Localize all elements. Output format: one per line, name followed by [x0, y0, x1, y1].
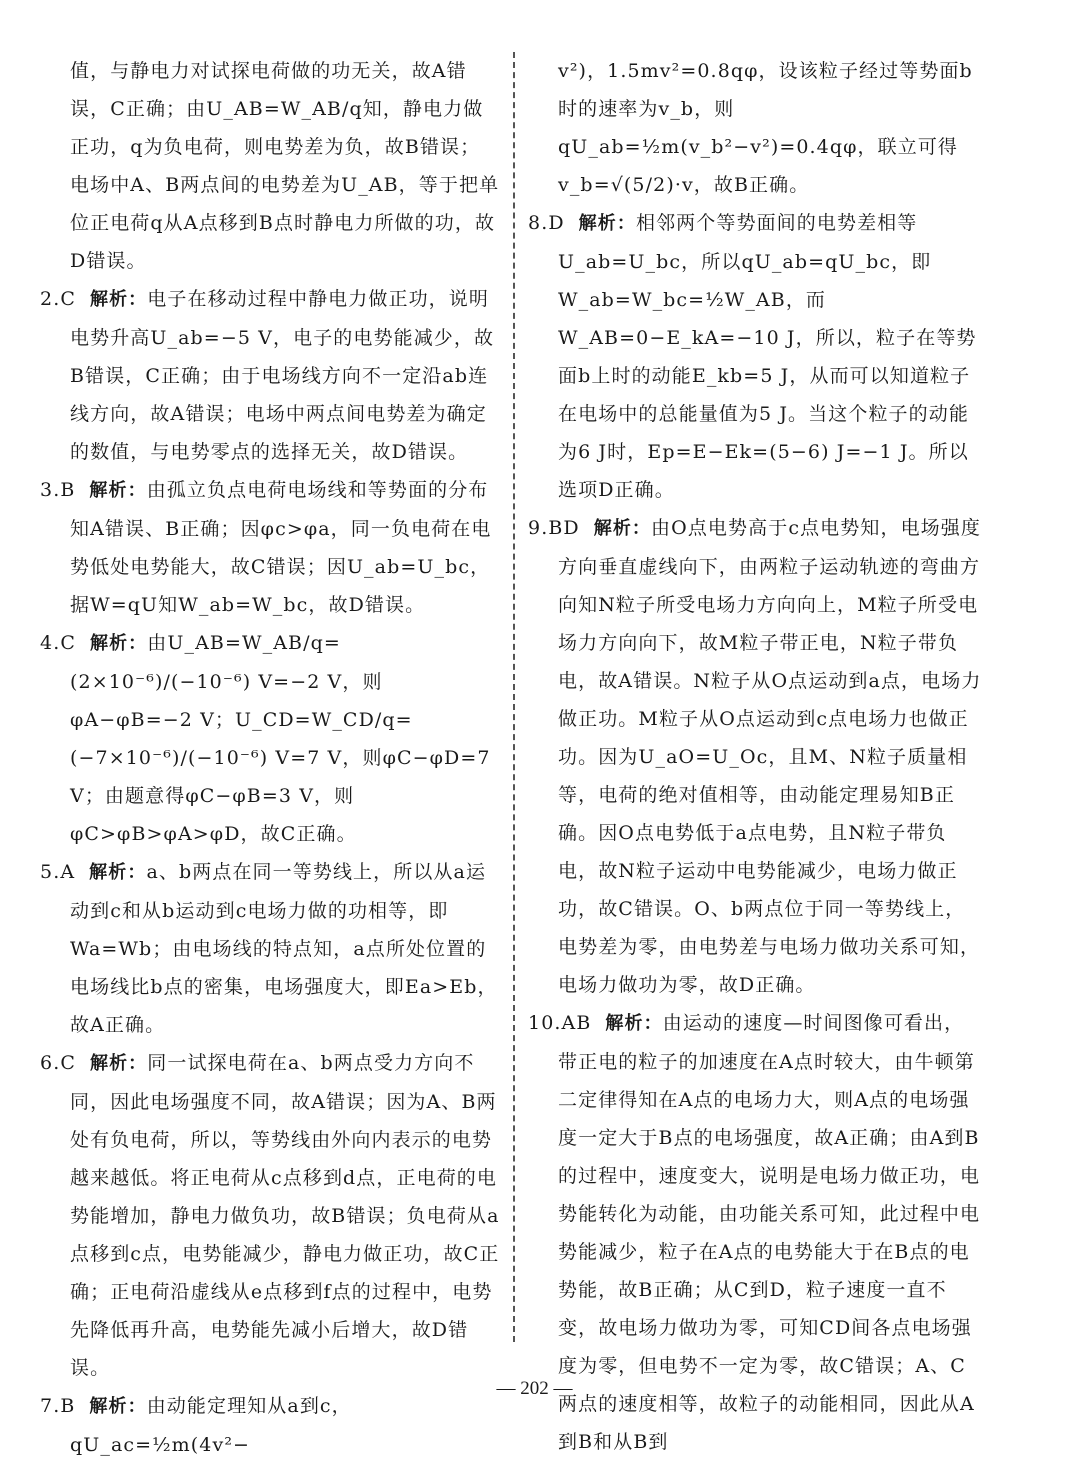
- item-text: 相邻两个等势面间的电势差相等U_ab=U_bc，所以qU_ab=qU_bc，即W_ab=W_bc=½W_AB，而W_AB=0−E_kA=−10 J，所以，粒子在等势面b上时的动能E_kb=5 J，从而可以知道粒子在电场中的总能量值为5 J。当这个粒子的动能为6 J时，Ep=E−Ek=(5−6) J=−1 J。所以选项D正确。: [558, 212, 977, 501]
- answer-item-3: [40, 471, 500, 624]
- analysis-label: 解析：: [89, 633, 148, 654]
- item-number: 5.: [40, 861, 61, 883]
- item-answer: C: [60, 632, 76, 654]
- item-number: 4.: [40, 632, 61, 654]
- item-answer: B: [60, 1395, 76, 1417]
- item-answer: B: [60, 479, 76, 501]
- item-text: 由U_AB=W_AB/q=(2×10⁻⁶)/(−10⁻⁶) V=−2 V，则φA−φB=−2 V；U_CD=W_CD/q=(−7×10⁻⁶)/(−10⁻⁶) V=7 V，则φC−φD=7 V；由题意得φC−φB=3 V，则φC>φB>φA>φD，故C正确。: [70, 632, 491, 845]
- item-answer: BD: [548, 517, 580, 539]
- answer-item-6: [40, 1044, 500, 1387]
- item-1-continuation: 值，与静电力对试探电荷做的功无关，故A错误，C正确；由U_AB=W_AB/q知，静电力做正功，q为负电荷，则电势差为负，故B错误；电场中A、B两点间的电势差为U_AB，等于把单位正电荷q从A点移到B点时静电力所做的功，故D错误。: [70, 60, 500, 272]
- item-number: 3.: [40, 479, 61, 501]
- right-column: [528, 52, 983, 1461]
- item-answer: AB: [561, 1012, 592, 1034]
- answer-item-8: [528, 204, 983, 509]
- item-answer: C: [60, 1052, 76, 1074]
- item-text: a、b两点在同一等势线上，所以从a运动到c和从b运动到c电场力做的功相等，即Wa=Wb；由电场线的特点知，a点所处位置的电场线比b点的密集，电场强度大，即Ea>Eb，故A正确。: [70, 861, 498, 1036]
- analysis-label: 解析：: [593, 518, 652, 539]
- item-answer: A: [60, 861, 76, 883]
- left-column: [40, 52, 500, 1464]
- analysis-label: 解析：: [89, 1053, 148, 1074]
- analysis-label: 解析：: [89, 862, 147, 883]
- item-text: 电子在移动过程中静电力做正功，说明电势升高U_ab=−5 V，电子的电势能减少，故B错误，C正确；由于电场线方向不一定沿ab连线方向，故A错误；电场中两点间电势差为确定的数值，与电势零点的选择无关，故D错误。: [70, 288, 495, 463]
- item-answer: D: [548, 212, 565, 234]
- item-answer: C: [60, 288, 76, 310]
- item-text: 由运动的速度—时间图像可看出，带正电的粒子的加速度在A点时较大，由牛顿第二定律得知在A点的电场力大，则A点的电场强度一定大于B点的电场强度，故A正确；由A到B的过程中，速度变大，说明是电场力做正功，电势能转化为动能，由功能关系可知，此过程中电势能减少，粒子在A点的电势能大于在B点的电势能，故B正确；从C到D，粒子速度一直不变，故电场力做功为零，可知CD间各点电场强度为零，但电势不一定为零，故C错误；A、C两点的速度相等，故粒子的动能相同，因此从A到B和从B到: [558, 1012, 981, 1453]
- item-number: 2.: [40, 288, 61, 310]
- analysis-label: 解析：: [89, 289, 148, 310]
- item-text: 由孤立负点电荷电场线和等势面的分布知A错误、B正确；因φc>φa，同一负电荷在电势低处电势能大，故C错误；因U_ab=U_bc，据W=qU知W_ab=W_bc，故D错误。: [70, 479, 492, 616]
- analysis-label: 解析：: [578, 213, 636, 234]
- item-number: 8.: [528, 212, 549, 234]
- answer-item-4: [40, 624, 500, 853]
- answer-item-2: [40, 280, 500, 471]
- item-number: 7.: [40, 1395, 61, 1417]
- item-number: 6.: [40, 1052, 61, 1074]
- item-number: 9.: [528, 517, 549, 539]
- analysis-label: 解析：: [89, 480, 147, 501]
- item-text: 同一试探电荷在a、b两点受力方向不同，因此电场强度不同，故A错误；因为A、B两处有负电荷，所以，等势线由外向内表示的电势越来越低。将正电荷从c点移到d点，正电荷的电势能增加，静电力做负功，故B错误；负电荷从a点移到c点，电势能减少，静电力做正功，故C正确；正电荷沿虚线从e点移到f点的过程中，电势先降低再升高，电势能先减小后增大，故D错误。: [70, 1052, 500, 1379]
- analysis-label: 解析：: [605, 1013, 663, 1034]
- item-text: 由O点电势高于c点电势知，电场强度方向垂直虚线向下，由两粒子运动轨迹的弯曲方向知N粒子所受电场力方向向上，M粒子所受电场力方向向下，故M粒子带正电，N粒子带负电，故A错误。N粒子从O点运动到a点，电场力做正功。M粒子从O点运动到c点电场力也做正功。因为U_aO=U_Oc，且M、N粒子质量相等，电荷的绝对值相等，由动能定理易知B正确。因O点电势低于a点电势，且N粒子带负电，故N粒子运动中电势能减少，电场力做正功，故C错误。O、b两点位于同一等势线上，电势差为零，由电势差与电场力做功关系可知，电场力做功为零，故D正确。: [558, 517, 982, 996]
- item-7-continuation: v²)，1.5mv²=0.8qφ，设该粒子经过等势面b时的速率为v_b，则qU_ab=½m(v_b²−v²)=0.4qφ，联立可得v_b=√(5/2)·v，故B正确。: [558, 60, 973, 196]
- item-text: 由动能定理知从a到c，qU_ac=½m(4v²−: [70, 1395, 352, 1456]
- page-number: — 202 —: [496, 1378, 573, 1399]
- answer-item-9: [528, 509, 983, 1004]
- answer-item-5: [40, 853, 500, 1044]
- column-divider: [513, 52, 515, 1342]
- item-number: 10.: [528, 1012, 562, 1034]
- analysis-label: 解析：: [89, 1396, 147, 1417]
